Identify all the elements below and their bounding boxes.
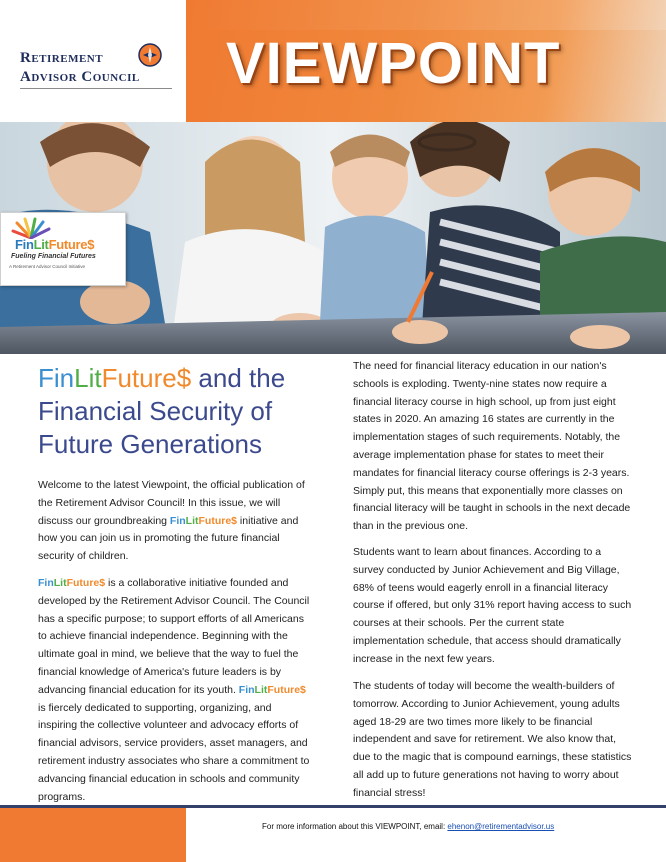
- footer-email-link[interactable]: ehenon@retirementadvisor.us: [447, 822, 555, 831]
- footer-accent-block: [0, 808, 186, 862]
- logo-text-line2: Advisor Council: [20, 69, 140, 85]
- badge-brand-lit: Lit: [33, 237, 49, 252]
- article-headline: [38, 362, 310, 461]
- badge-brand-fin: Fin: [15, 237, 34, 252]
- headline-future: Future$: [101, 363, 192, 393]
- header-banner: [186, 0, 666, 122]
- students-paragraph: Students want to learn about finances. According to a survey conducted by Junior Achievement and Big Village, 68% of teens would eagerly enroll in a financial literacy course if offered, but only 31% report having access to such courses at their schools. Per the current state implementation schedule, that access should dramatically increase in the next few years.: [353, 546, 632, 665]
- badge-brand: [15, 237, 94, 252]
- initiative-text-a: is a collaborative initiative founded and developed by the Retirement Advisor Council. The Council has a specific purpose; to support efforts of all Americans to achieve financial independence. Beginning with the ultimate goal in mind, we believe that the way to fuel the financial knowledge of America's future leaders is by advancing financial education for its youth.: [38, 577, 310, 696]
- badge-brand-future: Future$: [48, 237, 95, 252]
- brand-inline: FinLitFuture$: [169, 514, 238, 527]
- brand-inline: FinLitFuture$: [38, 577, 106, 589]
- need-paragraph: The need for financial literacy education in our nation's schools is exploding. Twenty-nine states now require a financial literacy course in high school, up from just eight states in 2020. An amazing 16 states are currently in the implementation stages of such requirements. Notably, the average implementation phase for states to meet their mandates for financial literacy course offerings is 2-3 years. Simply put, this means that exponentially more classes on financial literacy will be taught in schools in the next decade than in the previous one.: [353, 360, 631, 533]
- intro-text-a: Welcome to the latest Viewpoint, the official publication of the Retirement Advisor Council! In this issue, we will discuss our groundbreaking: [38, 479, 305, 527]
- intro-paragraph: [38, 477, 310, 566]
- badge-subline: A Retirement Advisor Council Initiative: [9, 264, 86, 269]
- brand-inline: FinLitFuture$: [238, 683, 306, 696]
- finlitfutures-badge: [0, 212, 126, 286]
- compass-logo-icon: [138, 43, 162, 67]
- initiative-paragraph: [38, 575, 310, 806]
- headline-lit: Lit: [74, 363, 102, 393]
- badge-tagline: Fueling Financial Futures: [11, 253, 96, 260]
- left-column: [38, 362, 310, 803]
- initiative-text-b: is fiercely dedicated to supporting, organizing, and inspiring the collective volunteer and advocacy efforts of financial advisors, service providers, asset managers, and retirement industry associates who share a commitment to advancing financial education in schools and community programs.: [38, 701, 310, 803]
- wealth-paragraph: The students of today will become the wealth-builders of tomorrow. According to Junior Achievement, young adults aged 18-29 are two times more likely to be financial independent and save for retirement. We also know that, due to the magic that is compound earnings, these statistics all add up to future generations not having to worry about financial stress!: [353, 680, 632, 799]
- headline-fin: Fin: [38, 363, 75, 393]
- logo-text-line1: Retirement: [20, 50, 104, 66]
- footer-label: For more information about this VIEWPOINT, email:: [262, 822, 448, 831]
- logo-area: [0, 0, 186, 122]
- intro-text-b: initiative and how you can join us in promoting the future financial security of children.: [38, 514, 299, 563]
- headline-rest: and the Financial Security of Future Generations: [38, 363, 286, 459]
- logo-underline: [20, 88, 172, 89]
- sunburst-icon: [9, 217, 53, 239]
- banner-title: VIEWPOINT: [226, 31, 561, 96]
- footer-contact: [262, 822, 554, 831]
